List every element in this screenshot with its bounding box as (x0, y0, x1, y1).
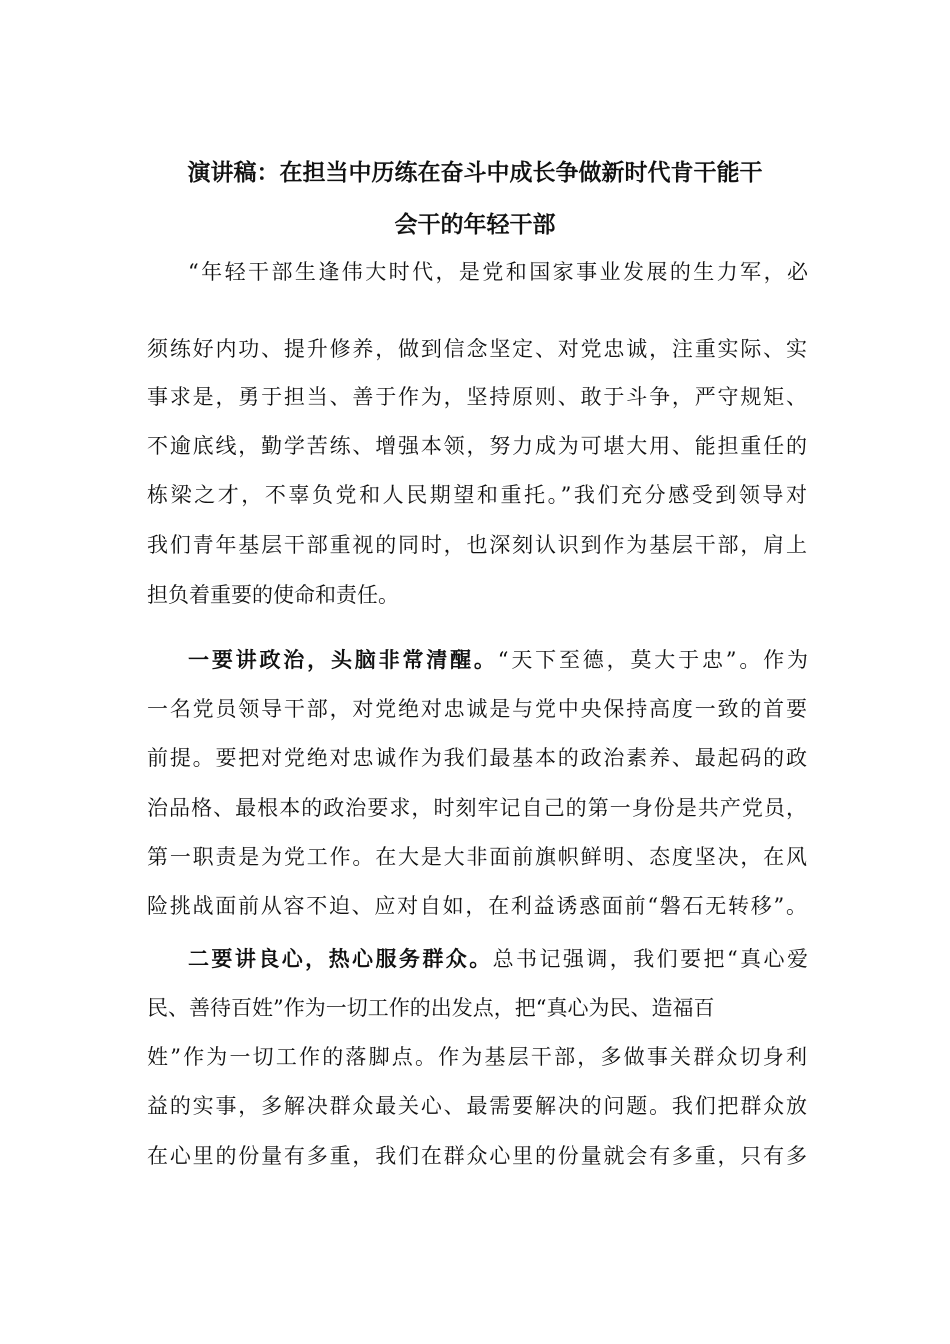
intro-line: “年轻干部生逢伟大时代，是党和国家事业发展的生力军，必 (188, 260, 808, 284)
section2-first-line-text: 总书记强调，我们要把“真心爱 (492, 947, 808, 971)
document-title-line-1: 演讲稿：在担当中历练在奋斗中成长争做新时代肯干能干 (187, 160, 763, 186)
section1-line: 前提。要把对党绝对忠诚作为我们最基本的政治素养、最起码的政 (147, 746, 807, 770)
section1-line: 险挑战面前从容不迫、应对自如，在利益诱惑面前“磐石无转移”。 (147, 894, 807, 918)
intro-line: 不逾底线，勤学苦练、增强本领，努力成为可堪大用、能担重任的 (147, 434, 807, 458)
intro-line: 须练好内功、提升修养，做到信念坚定、对党忠诚，注重实际、实 (147, 337, 807, 361)
intro-line: 担负着重要的使命和责任。 (147, 583, 399, 607)
section1-line: 第一职责是为党工作。在大是大非面前旗帜鲜明、态度坚决，在风 (147, 845, 807, 869)
section2-line: 在心里的份量有多重，我们在群众心里的份量就会有多重，只有多 (147, 1144, 807, 1168)
section2-line: 民、善待百姓”作为一切工作的出发点，把“真心为民、造福百 (147, 996, 715, 1020)
section2-first-line (188, 944, 808, 974)
intro-line: 事求是，勇于担当、善于作为，坚持原则、敢于斗争，严守规矩、 (147, 385, 807, 409)
section1-first-line (188, 645, 808, 675)
section1-heading: 一要讲政治，头脑非常清醒。 (188, 648, 498, 672)
section1-first-line-text: “天下至德，莫大于忠”。作为 (497, 648, 808, 672)
section2-line: 姓”作为一切工作的落脚点。作为基层干部，多做事关群众切身利 (147, 1045, 807, 1069)
document-title-line-2: 会干的年轻干部 (394, 212, 556, 238)
intro-line: 栋梁之才，不辜负党和人民期望和重托。”我们充分感受到领导对 (147, 483, 807, 507)
section1-line: 一名党员领导干部，对党绝对忠诚是与党中央保持高度一致的首要 (147, 697, 807, 721)
section1-line: 治品格、最根本的政治要求，时刻牢记自己的第一身份是共产党员， (147, 796, 807, 820)
section2-line: 益的实事，多解决群众最关心、最需要解决的问题。我们把群众放 (147, 1094, 807, 1118)
section2-heading: 二要讲良心，热心服务群众。 (188, 947, 493, 971)
intro-line: 我们青年基层干部重视的同时，也深刻认识到作为基层干部，肩上 (147, 533, 807, 557)
